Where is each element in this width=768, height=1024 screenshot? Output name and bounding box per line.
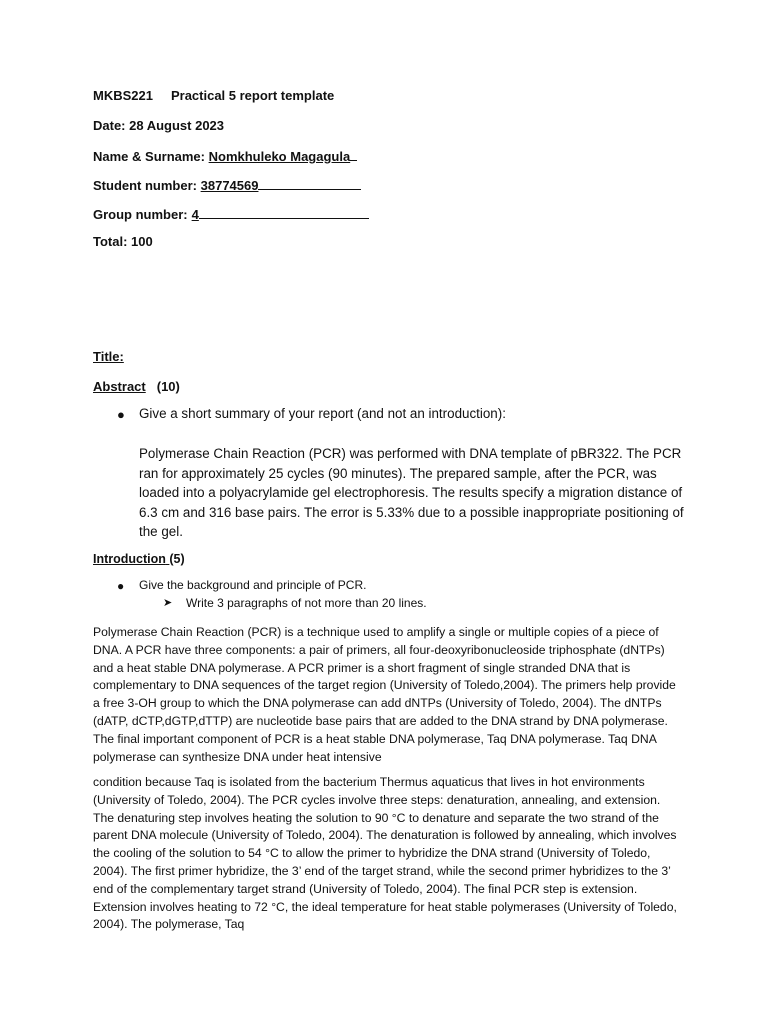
- group-number-value: 4: [191, 207, 199, 222]
- course-code: MKBS221: [93, 88, 153, 103]
- abstract-label: Abstract: [93, 379, 146, 394]
- abstract-marks: (10): [156, 379, 180, 394]
- course-title: Practical 5 report template: [170, 88, 335, 103]
- course-header: [93, 88, 334, 104]
- student-number-line: [93, 176, 361, 194]
- name-value: Nomkhuleko Magagula: [208, 149, 351, 164]
- introduction-bullet-text: Give the background and principle of PCR.: [139, 578, 367, 592]
- student-number-label: Student number:: [93, 178, 197, 193]
- abstract-paragraph: Polymerase Chain Reaction (PCR) was performed with DNA template of pBR322. The PCR ran for approximately 25 cycles (90 minutes). The prepared sample, after the PCR, was loaded into a polyacrylamide gel electrophoresis. The results specify a migration distance of 6.3 cm and 316 base pairs. The error is 5.33% due to a possible inappropriate positioning of the gel.: [139, 446, 684, 539]
- title-heading: [93, 349, 124, 365]
- student-number-underline-fill: [258, 176, 361, 190]
- introduction-paragraph-2: condition because Taq is isolated from the bacterium Thermus aquaticus that lives in hot environments (University of Toledo, 2004). The PCR cycles involve three steps: denaturation, annealing, and extension. The denaturing step involves heating the solution to 90 °C to denature and separate the two strand of the parent DNA molecule (University of Toledo, 2004). The denaturation is followed by annealing, which involves the cooling of the solution to 54 °C to allow the primer to hybridize the DNA strand (University of Toledo, 2004). The first primer hybridize, the 3’ end of the target strand, while the second primer hybridizes to the 3’ end of the complementary target strand (University of Toledo, 2004). The final PCR step is extension. Extension involves heating to 72 °C, the ideal temperature for heat stable polymerases (University of Toledo, 2004). The polymerase, Taq: [93, 775, 677, 932]
- name-label: Name & Surname:: [93, 149, 205, 164]
- abstract-bullet-text: Give a short summary of your report (and not an introduction):: [139, 406, 506, 421]
- introduction-sub-bullet-text: Write 3 paragraphs of not more than 20 lines.: [186, 596, 427, 610]
- introduction-paragraph-1: Polymerase Chain Reaction (PCR) is a technique used to amplify a single or multiple copies of a piece of DNA. A PCR have three components: a pair of primers, all four-deoxyribonucleoside triphosphate (dNTPs) and a heat stable DNA polymerase. A PCR primer is a short fragment of single stranded DNA that is complementary to DNA sequences of the target region (University of Toledo,2004). The primers help provide a free 3-OH group to which the DNA polymerase can add dNTPs (University of Toledo, 2004). The dNTPs (dATP, dCTP,dGTP,dTTP) are nucleotide base pairs that are added to the DNA strand by DNA polymerase. The final important component of PCR is a heat stable DNA polymerase, Taq DNA polymerase. Taq DNA polymerase can synthesize DNA under heat intensive: [93, 625, 676, 764]
- introduction-label: Introduction: [93, 552, 166, 566]
- group-number-underline-fill: [199, 205, 369, 219]
- name-underline-fill: [350, 147, 357, 161]
- introduction-bullet-icon: ●: [117, 579, 125, 593]
- abstract-heading: [93, 379, 180, 395]
- total-line: Total: 100: [93, 234, 153, 249]
- introduction-heading: [93, 551, 185, 567]
- title-label: Title:: [93, 349, 124, 364]
- abstract-bullet-icon: ●: [117, 407, 125, 422]
- name-line: [93, 147, 357, 165]
- group-number-label: Group number:: [93, 207, 188, 222]
- arrow-bullet-icon: ➤: [163, 597, 173, 609]
- introduction-marks: (5): [169, 552, 185, 566]
- group-number-line: [93, 205, 369, 223]
- student-number-value: 38774569: [200, 178, 259, 193]
- date-line: Date: 28 August 2023: [93, 118, 225, 133]
